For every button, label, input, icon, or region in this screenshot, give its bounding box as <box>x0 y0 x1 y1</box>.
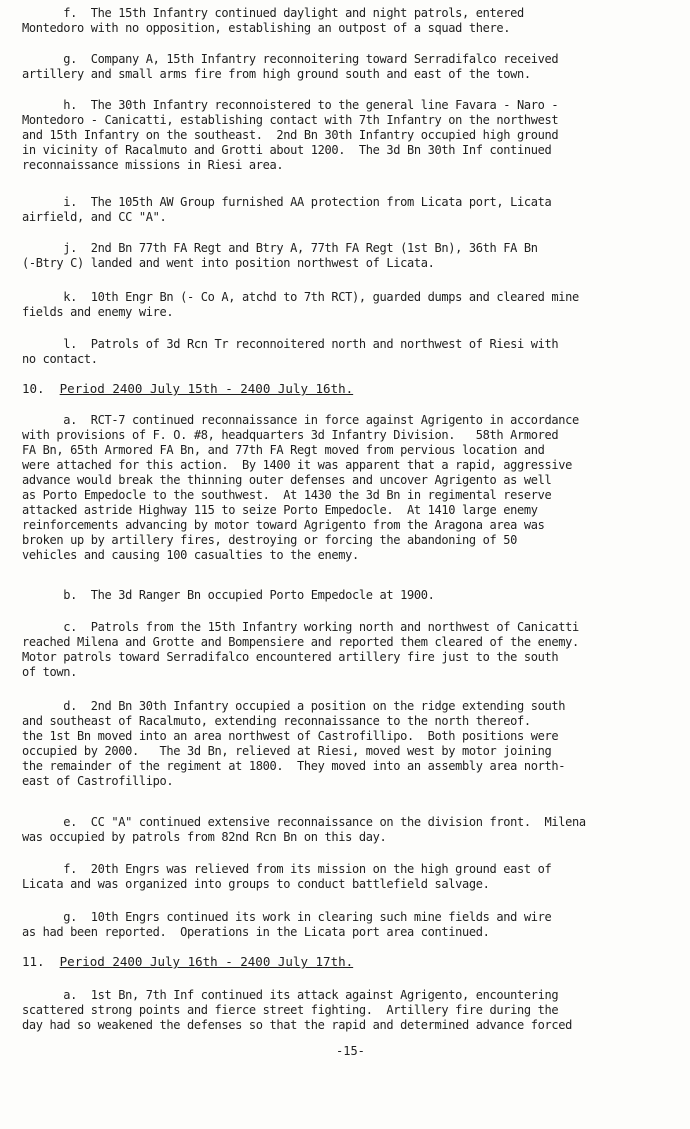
text-line: l. Patrols of 3d Rcn Tr reconnoitered north and northwest of Riesi with <box>22 337 559 351</box>
text-line: e. CC "A" continued extensive reconnaissance on the division front. Milena <box>22 815 586 829</box>
text-line: Montedoro - Canicatti, establishing contact with 7th Infantry on the northwest <box>22 113 559 127</box>
section-number: 11. <box>22 954 45 969</box>
paragraph-g10 <box>22 910 670 940</box>
text-line: d. 2nd Bn 30th Infantry occupied a position on the ridge extending south <box>22 699 566 713</box>
paragraph-l1 <box>22 337 670 367</box>
text-line: reconnaissance missions in Riesi area. <box>22 158 284 172</box>
section-heading-s10 <box>22 381 353 396</box>
paragraph-f10 <box>22 862 670 892</box>
text-line: advance would break the thinning outer defenses and uncover Agrigento as well <box>22 473 552 487</box>
text-line: no contact. <box>22 352 98 366</box>
text-line: reinforcements advancing by motor toward Agrigento from the Aragona area was <box>22 518 545 532</box>
paragraph-a10 <box>22 413 670 563</box>
text-line: artillery and small arms fire from high ground south and east of the town. <box>22 67 531 81</box>
text-line: airfield, and CC "A". <box>22 210 167 224</box>
text-line: f. The 15th Infantry continued daylight and night patrols, entered <box>22 6 524 20</box>
text-line: and southeast of Racalmuto, extending reconnaissance to the north thereof. <box>22 714 531 728</box>
text-line: as had been reported. Operations in the Licata port area continued. <box>22 925 490 939</box>
text-line: g. 10th Engrs continued its work in clearing such mine fields and wire <box>22 910 552 924</box>
text-line: (-Btry C) landed and went into position northwest of Licata. <box>22 256 435 270</box>
text-line: in vicinity of Racalmuto and Grotti about 1200. The 3d Bn 30th Inf continued <box>22 143 552 157</box>
text-line: i. The 105th AW Group furnished AA protection from Licata port, Licata <box>22 195 552 209</box>
text-line: was occupied by patrols from 82nd Rcn Bn on this day. <box>22 830 387 844</box>
text-line: c. Patrols from the 15th Infantry working north and northwest of Canicatti <box>22 620 579 634</box>
text-line: g. Company A, 15th Infantry reconnoitering toward Serradifalco received <box>22 52 559 66</box>
text-line: as Porto Empedocle to the southwest. At 1430 the 3d Bn in regimental reserve <box>22 488 552 502</box>
text-line: of town. <box>22 665 77 679</box>
text-line: with provisions of F. O. #8, headquarters 3d Infantry Division. 58th Armored <box>22 428 559 442</box>
text-line: vehicles and causing 100 casualties to the enemy. <box>22 548 359 562</box>
text-line: fields and enemy wire. <box>22 305 174 319</box>
section-heading-s11 <box>22 954 353 969</box>
paragraph-e10 <box>22 815 670 845</box>
text-line: Motor patrols toward Serradifalco encountered artillery fire just to the south <box>22 650 559 664</box>
text-line: east of Castrofillipo. <box>22 774 174 788</box>
paragraph-k1 <box>22 290 670 320</box>
text-line: Montedoro with no opposition, establishing an outpost of a squad there. <box>22 21 511 35</box>
text-line: FA Bn, 65th Armored FA Bn, and 77th FA Regt moved from pervious location and <box>22 443 545 457</box>
text-line: f. 20th Engrs was relieved from its mission on the high ground east of <box>22 862 552 876</box>
text-line: scattered strong points and fierce street fighting. Artillery fire during the <box>22 1003 559 1017</box>
paragraph-c10 <box>22 620 670 680</box>
page-number: -15- <box>336 1044 365 1058</box>
section-title: Period 2400 July 16th - 2400 July 17th. <box>59 954 354 969</box>
text-line: h. The 30th Infantry reconnoistered to the general line Favara - Naro - <box>22 98 559 112</box>
text-line: k. 10th Engr Bn (- Co A, atchd to 7th RCT), guarded dumps and cleared mine <box>22 290 579 304</box>
text-line: were attached for this action. By 1400 it was apparent that a rapid, aggressive <box>22 458 572 472</box>
text-line: day had so weakened the defenses so that the rapid and determined advance forced <box>22 1018 572 1032</box>
paragraph-b10 <box>22 588 670 603</box>
text-line: Licata and was organized into groups to conduct battlefield salvage. <box>22 877 490 891</box>
section-number: 10. <box>22 381 45 396</box>
text-line: the remainder of the regiment at 1800. They moved into an assembly area north- <box>22 759 566 773</box>
paragraph-a11 <box>22 988 670 1033</box>
section-title: Period 2400 July 15th - 2400 July 16th. <box>59 381 354 396</box>
text-line: b. The 3d Ranger Bn occupied Porto Empedocle at 1900. <box>22 588 435 602</box>
text-line: j. 2nd Bn 77th FA Regt and Btry A, 77th FA Regt (1st Bn), 36th FA Bn <box>22 241 538 255</box>
text-line: broken up by artillery fires, destroying or forcing the abandoning of 50 <box>22 533 517 547</box>
paragraph-g1 <box>22 52 670 82</box>
text-line: occupied by 2000. The 3d Bn, relieved at Riesi, moved west by motor joining <box>22 744 552 758</box>
text-line: reached Milena and Grotte and Bompensiere and reported them cleared of the enemy. <box>22 635 579 649</box>
text-line: the 1st Bn moved into an area northwest of Castrofillipo. Both positions were <box>22 729 559 743</box>
text-line: and 15th Infantry on the southeast. 2nd Bn 30th Infantry occupied high ground <box>22 128 559 142</box>
paragraph-i1 <box>22 195 670 225</box>
text-line: a. RCT-7 continued reconnaissance in force against Agrigento in accordance <box>22 413 579 427</box>
paragraph-d10 <box>22 699 670 789</box>
text-line: attacked astride Highway 115 to seize Porto Empedocle. At 1410 large enemy <box>22 503 538 517</box>
text-line: a. 1st Bn, 7th Inf continued its attack against Agrigento, encountering <box>22 988 559 1002</box>
paragraph-h1 <box>22 98 670 173</box>
paragraph-j1 <box>22 241 670 271</box>
paragraph-f1 <box>22 6 670 36</box>
